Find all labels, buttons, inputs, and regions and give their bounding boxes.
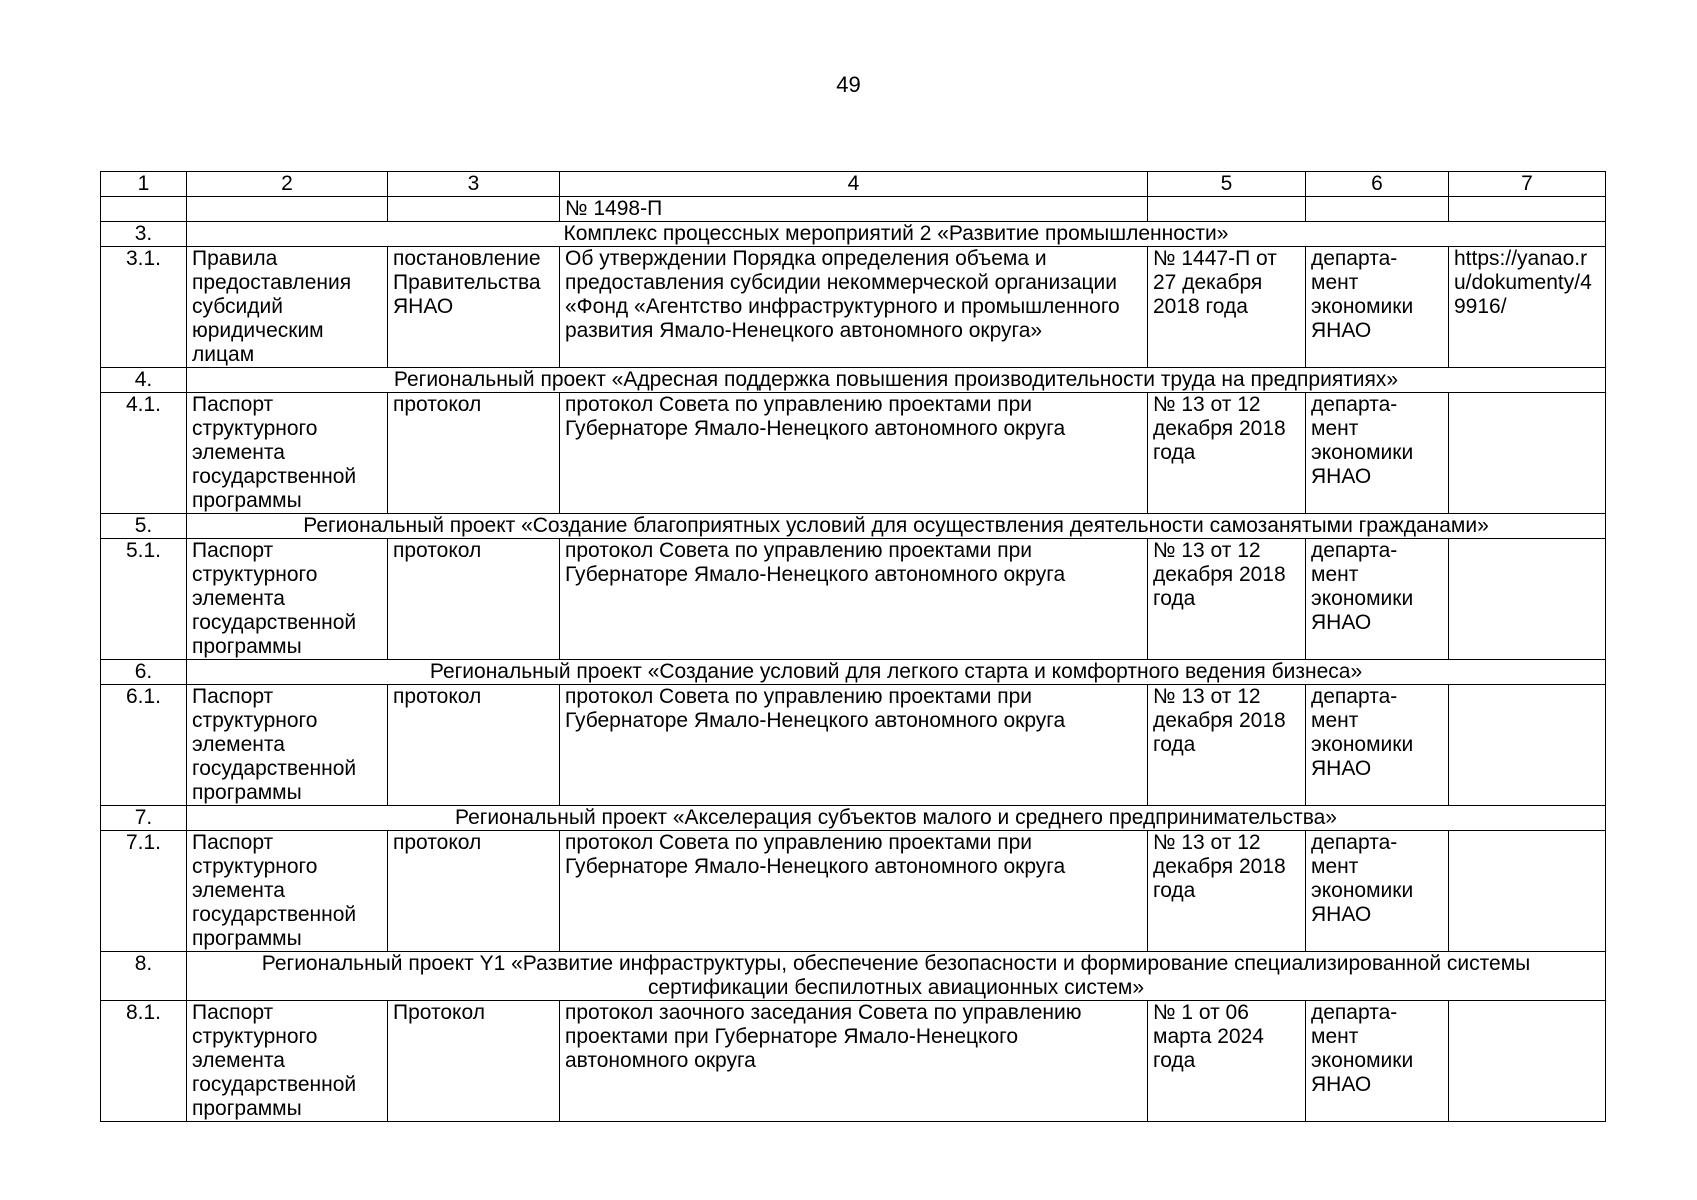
section-title: Комплекс процессных мероприятий 2 «Развитие промышленности» [187, 222, 1606, 247]
page-number: 49 [836, 72, 861, 97]
responsible-cell: департа-мент экономики ЯНАО [1306, 247, 1449, 368]
section-row [101, 952, 1606, 1001]
document-name-cell: Паспорт структурного элемента государственной программы [187, 539, 388, 660]
document-type-cell: протокол [388, 539, 560, 660]
section-number: 6. [101, 660, 187, 685]
section-title: Региональный проект «Создание благоприятных условий для осуществления деятельности самозанятыми гражданами» [187, 514, 1606, 539]
act-number-date-cell: № 1447-П от 27 декабря 2018 года [1148, 247, 1306, 368]
section-number: 7. [101, 806, 187, 831]
header-cell: 6 [1306, 172, 1449, 197]
act-title-cell: Об утверждении Порядка определения объема и предоставления субсидии некоммерческой организации «Фонд «Агентство инфраструктурного и промышленного развития Ямало-Ненецкого автономного округа» [560, 247, 1148, 368]
document-name-cell: Паспорт структурного элемента государственной программы [187, 831, 388, 952]
act-number-date-cell: № 13 от 12 декабря 2018 года [1148, 685, 1306, 806]
document-type-cell: протокол [388, 685, 560, 806]
header-cell: 3 [388, 172, 560, 197]
link-cell [1449, 393, 1606, 514]
responsible-cell: департа-мент экономики ЯНАО [1306, 1001, 1449, 1122]
link-cell [1449, 685, 1606, 806]
table-cell [388, 197, 560, 222]
responsible-cell: департа-мент экономики ЯНАО [1306, 831, 1449, 952]
row-number: 6.1. [101, 685, 187, 806]
responsible-cell: департа-мент экономики ЯНАО [1306, 539, 1449, 660]
document-type-cell: протокол [388, 831, 560, 952]
act-number-date-cell: № 1 от 06 марта 2024 года [1148, 1001, 1306, 1122]
section-title: Региональный проект «Создание условий для легкого старта и комфортного ведения бизнеса» [187, 660, 1606, 685]
row-number: 5.1. [101, 539, 187, 660]
act-number-date-cell: № 13 от 12 декабря 2018 года [1148, 831, 1306, 952]
section-row [101, 660, 1606, 685]
table-row [101, 393, 1606, 514]
section-row [101, 222, 1606, 247]
act-title-cell: протокол Совета по управлению проектами при Губернаторе Ямало-Ненецкого автономного округа [560, 685, 1148, 806]
row-number: 8.1. [101, 1001, 187, 1122]
table-cell [1148, 197, 1306, 222]
header-cell: 4 [560, 172, 1148, 197]
section-row [101, 514, 1606, 539]
section-number: 4. [101, 368, 187, 393]
link-cell [1449, 831, 1606, 952]
table-cell [1449, 197, 1606, 222]
header-cell: 7 [1449, 172, 1606, 197]
table-row [101, 831, 1606, 952]
row-number: 3.1. [101, 247, 187, 368]
row-number: 4.1. [101, 393, 187, 514]
document-name-cell: Правила предоставления субсидий юридическим лицам [187, 247, 388, 368]
link-cell[interactable]: https://yanao.ru/dokumenty/49916/ [1449, 247, 1606, 368]
act-title-cell: протокол заочного заседания Совета по управлению проектами при Губернаторе Ямало-Ненецкого автономного округа [560, 1001, 1148, 1122]
section-number: 8. [101, 952, 187, 1001]
section-row [101, 806, 1606, 831]
act-title-cell: протокол Совета по управлению проектами при Губернаторе Ямало-Ненецкого автономного округа [560, 393, 1148, 514]
table-row [101, 197, 1606, 222]
link-cell [1449, 539, 1606, 660]
act-title-cell: протокол Совета по управлению проектами при Губернаторе Ямало-Ненецкого автономного округа [560, 539, 1148, 660]
act-number-date-cell: № 13 от 12 декабря 2018 года [1148, 539, 1306, 660]
document-name-cell: Паспорт структурного элемента государственной программы [187, 1001, 388, 1122]
table-header-row [101, 172, 1606, 197]
table-row [101, 247, 1606, 368]
header-cell: 1 [101, 172, 187, 197]
section-title: Региональный проект «Адресная поддержка повышения производительности труда на предприятиях» [187, 368, 1606, 393]
section-number: 5. [101, 514, 187, 539]
programs-table [100, 171, 1606, 1122]
document-type-cell: Протокол [388, 1001, 560, 1122]
header-cell: 2 [187, 172, 388, 197]
act-title-cell: № 1498-П [560, 197, 1148, 222]
table-cell [1306, 197, 1449, 222]
section-row [101, 368, 1606, 393]
table-row [101, 539, 1606, 660]
table-row [101, 685, 1606, 806]
responsible-cell: департа-мент экономики ЯНАО [1306, 393, 1449, 514]
table-cell [101, 197, 187, 222]
header-cell: 5 [1148, 172, 1306, 197]
document-type-cell: постановление Правительства ЯНАО [388, 247, 560, 368]
document-name-cell: Паспорт структурного элемента государственной программы [187, 393, 388, 514]
act-number-date-cell: № 13 от 12 декабря 2018 года [1148, 393, 1306, 514]
section-title: Региональный проект «Акселерация субъектов малого и среднего предпринимательства» [187, 806, 1606, 831]
link-cell [1449, 1001, 1606, 1122]
section-title: Региональный проект Y1 «Развитие инфраструктуры, обеспечение безопасности и формирование специализированной системы сертификации беспилотных авиационных систем» [187, 952, 1606, 1001]
table-cell [187, 197, 388, 222]
row-number: 7.1. [101, 831, 187, 952]
document-type-cell: протокол [388, 393, 560, 514]
act-title-cell: протокол Совета по управлению проектами при Губернаторе Ямало-Ненецкого автономного округа [560, 831, 1148, 952]
responsible-cell: департа-мент экономики ЯНАО [1306, 685, 1449, 806]
table-row [101, 1001, 1606, 1122]
section-number: 3. [101, 222, 187, 247]
document-name-cell: Паспорт структурного элемента государственной программы [187, 685, 388, 806]
